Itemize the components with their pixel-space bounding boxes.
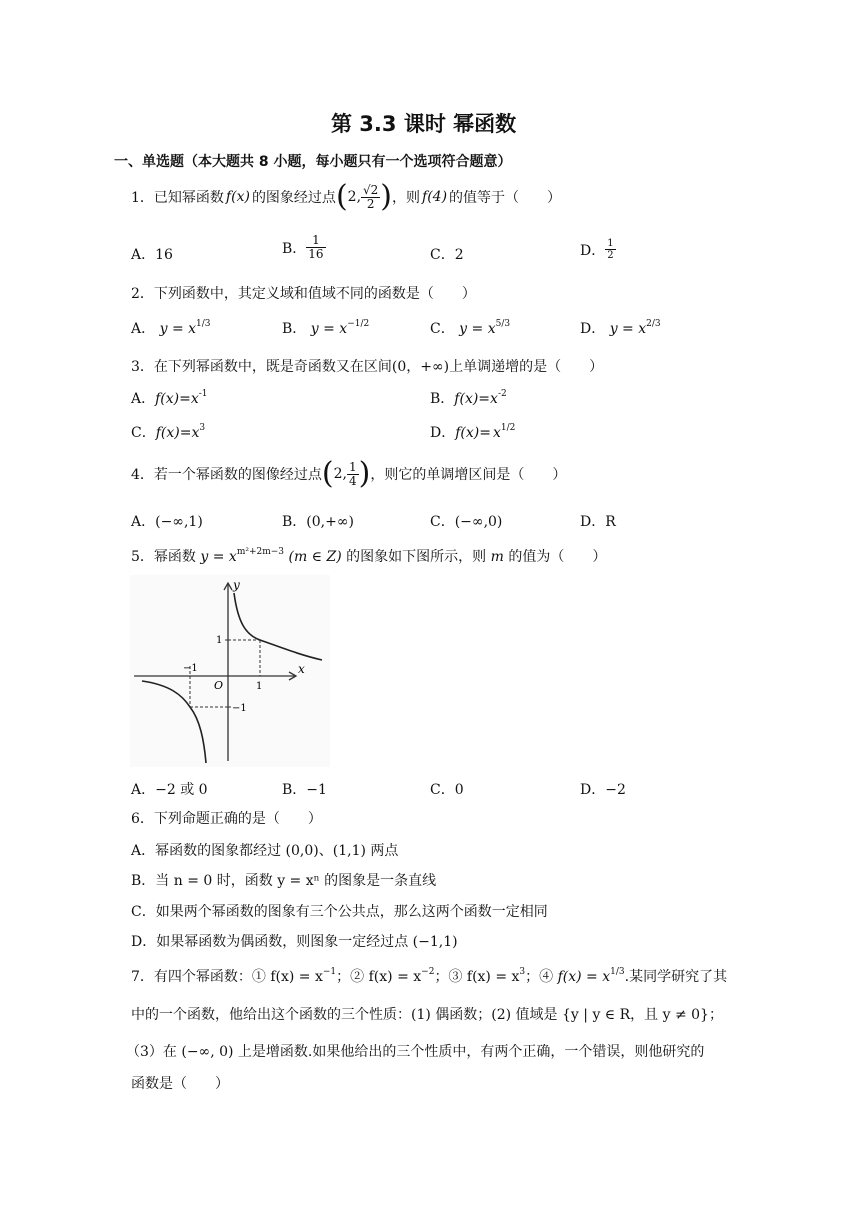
q6-option-b: B．当 n = 0 时，函数 y = xⁿ 的图象是一条直线 [131, 873, 437, 889]
q3-option-b: B．$f(x)=x^{-2}$ [430, 389, 507, 407]
label-x-neg1: −1 [183, 663, 198, 674]
question-7-line-2: 中的一个函数，他给出这个函数的三个性质：(1) 偶函数；(2) 值域是 {y | y ∈ R，且 y ≠ 0}； [131, 1007, 723, 1023]
question-4-stem: 4．若一个幂函数的图像经过点 ( 2, $\frac{1}{4}$ ) ，则它的单调增区间是（ ） [131, 456, 567, 491]
label-origin: O [214, 679, 224, 692]
q5-option-d: D．−2 [580, 782, 626, 798]
q5-option-a: A．−2 或 0 [131, 782, 208, 798]
label-y-neg1: −1 [232, 703, 247, 714]
q1-option-b: B． $\frac{1}{16}$ [282, 233, 324, 261]
q5-graph [130, 575, 330, 767]
question-7-line-1: 7．有四个幂函数：① $f(x) = x^{-1}$；② $f(x) = x^{-2}$；③ $f(x) = x^3$；④ $f(x) = x^{1/3}$.某同学研究了其 [131, 967, 728, 985]
question-3-stem: 3．在下列幂函数中，既是奇函数又在区间(0，+∞)上单调递增的是（ ） [131, 359, 604, 375]
label-x-axis: x [298, 662, 305, 676]
q6-option-d: D．如果幂函数为偶函数，则图象一定经过点 (−1,1) [131, 934, 458, 950]
question-7-line-3: （3）在 (−∞, 0) 上是增函数.如果他给出的三个性质中，有两个正确，一个错误，则他研究的 [126, 1044, 705, 1060]
q5-option-c: C．0 [430, 782, 464, 798]
section-header: 一、单选题（本大题共 8 小题，每小题只有一个选项符合题意） [114, 154, 512, 170]
q2-option-a: A． $y = x^{1/3}$ [131, 319, 211, 337]
q3-option-d: D．$f(x)= x^{1/2}$ [430, 423, 516, 441]
q4-option-a: A．(−∞,1) [131, 514, 203, 530]
label-x-1: 1 [256, 681, 263, 692]
q4-option-b: B．(0,+∞) [282, 514, 354, 530]
q3-option-c: C．$f(x)=x^3$ [131, 423, 206, 441]
label-y-axis: y [233, 578, 240, 592]
q4-option-c: C．(−∞,0) [430, 514, 503, 530]
q1-option-a: A．16 [131, 247, 173, 263]
question-1-stem: 1．已知幂函数 f(x) 的图象经过点 ( 2, $\frac{√2}{2}$ ) ，则 f(4) 的值等于（ ） [131, 179, 562, 214]
page-title: 第 3.3 课时 幂函数 [331, 112, 517, 136]
question-5-stem: 5．幂函数 $y = x^{m^2+2m-3}$ (m ∈ Z) 的图象如下图所示，则 m 的值为（ ） [131, 547, 607, 565]
label-y-1: 1 [216, 635, 223, 646]
question-2-stem: 2．下列函数中，其定义域和值域不同的函数是（ ） [131, 286, 476, 302]
q6-option-c: C．如果两个幂函数的图象有三个公共点，那么这两个函数一定相同 [131, 904, 548, 920]
q5-option-b: B．−1 [282, 782, 327, 798]
q3-option-a: A．$f(x)=x^{-1}$ [131, 389, 208, 407]
q1-option-d: D． $\frac{1}{2}$ [580, 238, 614, 261]
q1-option-c: C．2 [430, 247, 464, 263]
q2-option-b: B． $y = x^{-1/2}$ [282, 319, 370, 337]
q4-option-d: D．R [580, 514, 616, 530]
question-7-line-4: 函数是（ ） [131, 1076, 229, 1092]
q1-point-fraction: $\frac{√2}{2}$ [363, 182, 379, 211]
question-6-stem: 6．下列命题正确的是（ ） [131, 811, 322, 827]
q2-option-d: D． $y = x^{2/3}$ [580, 319, 661, 337]
q6-option-a: A．幂函数的图象都经过 (0,0)、(1,1) 两点 [131, 843, 399, 859]
q2-option-c: C． $y = x^{5/3}$ [430, 319, 511, 337]
